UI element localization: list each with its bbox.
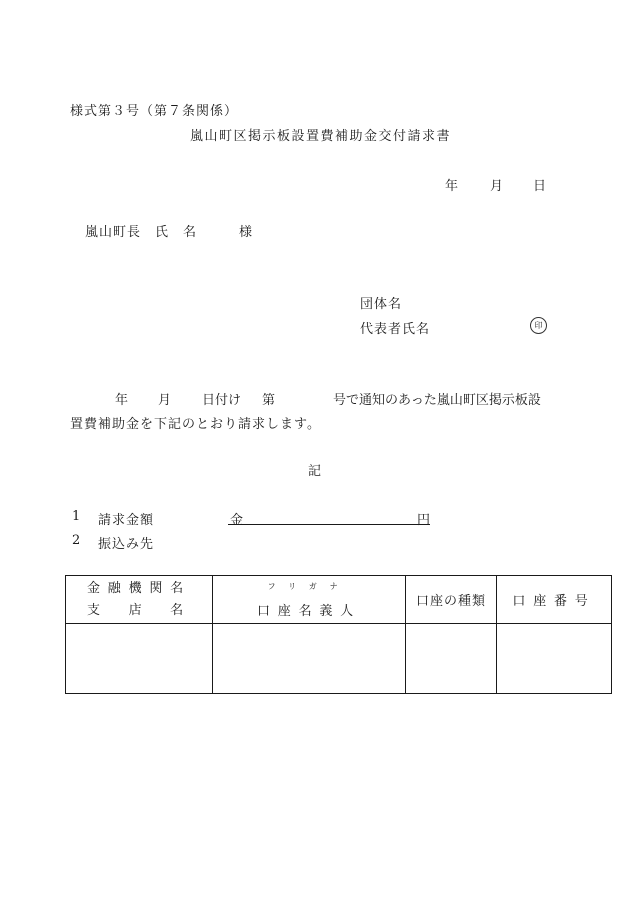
cell-bank-branch[interactable] (66, 624, 213, 694)
ki-heading: 記 (308, 464, 322, 479)
item2-label: 振込み先 (98, 537, 155, 552)
header-account-type-label: 口座の種類 (415, 594, 486, 609)
bank-account-table (65, 575, 612, 694)
item2-number: 2 (72, 533, 81, 548)
document-title: 嵐山町区掲示板設置費補助金交付請求書 (190, 129, 452, 144)
addressee: 嵐山町長 氏 名 様 (85, 225, 254, 240)
body-dated: 日付け (202, 393, 242, 408)
amount-suffix: 円 (417, 513, 431, 528)
header-holder-name: 口座名義人 (256, 603, 361, 619)
cell-account-type[interactable] (406, 624, 497, 694)
bank-table-header-row (66, 576, 612, 624)
group-name-label: 団体名 (360, 297, 403, 312)
representative-name-label: 代表者氏名 (360, 322, 431, 337)
item1-label: 請求金額 (98, 513, 155, 528)
cell-account-number[interactable] (497, 624, 612, 694)
body-line2: 置費補助金を下記のとおり請求します。 (70, 417, 321, 432)
amount-underline (228, 524, 430, 525)
bank-table-entry-row (66, 624, 612, 694)
amount-prefix: 金 (230, 513, 244, 528)
date-day-label: 日 (533, 179, 547, 194)
body-month: 月 (158, 393, 172, 408)
body-year: 年 (115, 393, 129, 408)
seal-mark: 印 (530, 317, 547, 334)
body-dai: 第 (262, 393, 276, 408)
header-account-holder (213, 576, 406, 624)
header-account-type (406, 576, 497, 624)
header-bank-name: 金融機関名 (86, 580, 191, 596)
header-furigana: フリガナ (267, 581, 351, 591)
date-year-label: 年 (445, 179, 459, 194)
form-number: 様式第３号（第７条関係） (70, 104, 239, 119)
header-branch-name: 支 店 名 (86, 602, 191, 618)
header-bank-branch (66, 576, 213, 624)
date-month-label: 月 (490, 179, 504, 194)
header-account-number-label: 口座番号 (512, 594, 596, 609)
body-line1-rest: 号で通知のあった嵐山町区掲示板設 (333, 393, 541, 408)
item1-number: 1 (72, 509, 81, 524)
cell-account-holder[interactable] (213, 624, 406, 694)
header-account-number (497, 576, 612, 624)
